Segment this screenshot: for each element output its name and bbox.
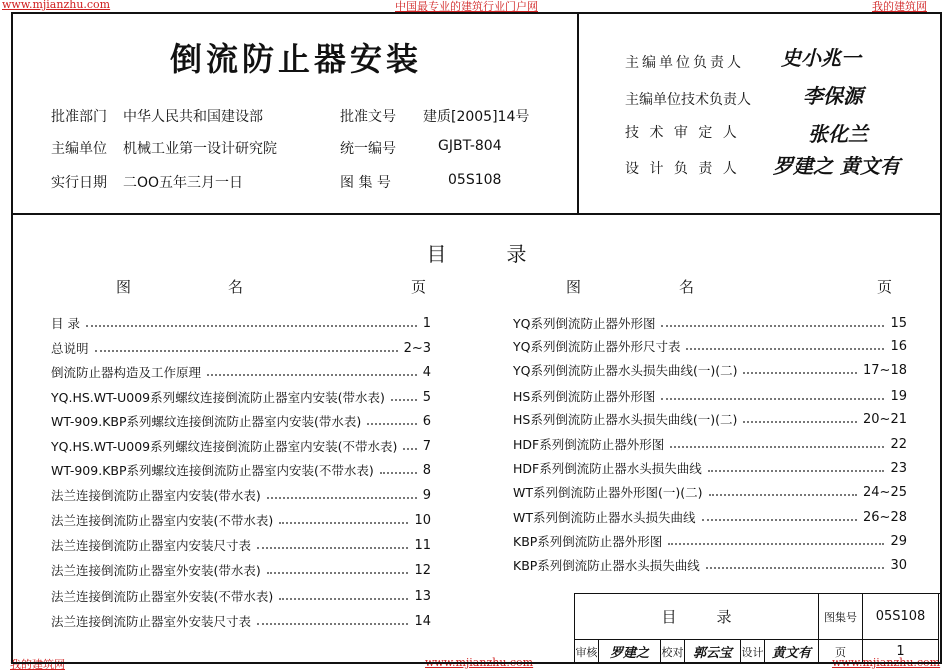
title-block-check-label: 校对 (661, 640, 685, 664)
toc-title: 目录 (426, 242, 587, 266)
leader-dots (279, 516, 408, 524)
title-block-page-label: 页 (819, 640, 863, 664)
toc-entry-page: 1 (422, 315, 431, 331)
toc-entry-label: WT-909.KBP系列螺纹连接倒流防止器室内安装(带水表) (51, 414, 362, 429)
toc-entry-page: 24~25 (863, 484, 907, 500)
toc-entry-label: HS系列倒流防止器水头损失曲线(一)(二) (513, 412, 738, 427)
leader-dots (668, 537, 884, 545)
toc-entry-label: 目 录 (51, 316, 80, 331)
toc-entry[interactable] (51, 436, 431, 456)
toc-entry-page: 23 (890, 460, 907, 476)
left-col-header-ye: 页 (411, 278, 427, 296)
meta-value-approval-dept: 中华人民共和国建设部 (123, 109, 263, 125)
leader-dots (743, 415, 857, 423)
right-col-header-ye: 页 (877, 278, 893, 296)
left-col-header-ming: 名 (228, 278, 244, 296)
title-block-atlas-no: 05S108 (863, 594, 939, 640)
toc-entry-page: 10 (414, 512, 431, 528)
role-chief-unit-head: 主编单位负责人 (625, 55, 744, 71)
title-block-design-label: 设计 (741, 640, 765, 664)
leader-dots (95, 344, 398, 352)
toc-entry-label: YQ系列倒流防止器外形图 (513, 316, 656, 331)
toc-entry-label: YQ系列倒流防止器水头损失曲线(一)(二) (513, 363, 738, 378)
toc-entry-label: 法兰连接倒流防止器室内安装(带水表) (51, 488, 261, 503)
toc-entry-page: 16 (890, 338, 907, 354)
leader-dots (267, 566, 409, 574)
toc-entry[interactable] (51, 586, 431, 606)
toc-entry[interactable] (51, 560, 431, 580)
title-block-review-signature: 罗建之 (599, 640, 661, 664)
toc-entry-label: 法兰连接倒流防止器室外安装(不带水表) (51, 589, 274, 604)
toc-entry-page: 22 (890, 436, 907, 452)
watermark-bottom-right[interactable]: www.mjianzhu.com (832, 656, 941, 669)
toc-entry-page: 2~3 (403, 340, 431, 356)
toc-entry[interactable] (51, 460, 431, 480)
meta-value-unified-no: GJBT-804 (438, 138, 502, 154)
watermark-top-center[interactable]: 中国最专业的建筑行业门户网 (395, 0, 538, 13)
toc-entry-label: 总说明 (51, 341, 89, 356)
toc-entry-page: 7 (422, 438, 431, 454)
toc-entry-label: YQ.HS.WT-U009系列螺纹连接倒流防止器室内安装(不带水表) (51, 439, 398, 454)
meta-label-effective-date: 实行日期 (51, 175, 107, 191)
toc-entry-page: 20~21 (863, 411, 907, 427)
toc-entry[interactable] (51, 510, 431, 530)
toc-entry-page: 13 (414, 588, 431, 604)
cover-header (13, 14, 940, 215)
toc-entry-label: 倒流防止器构造及工作原理 (51, 365, 202, 380)
toc-entry-page: 6 (422, 413, 431, 429)
leader-dots (207, 368, 417, 376)
meta-value-approval-no: 建质[2005]14号 (423, 109, 530, 125)
toc-entry[interactable] (513, 360, 907, 380)
toc-entry[interactable] (513, 555, 907, 575)
toc-entry[interactable] (51, 611, 431, 631)
toc-entry-page: 17~18 (863, 362, 907, 378)
leader-dots (403, 442, 416, 450)
leader-dots (702, 513, 858, 521)
header-info-panel (13, 14, 579, 213)
toc-entry-page: 5 (422, 389, 431, 405)
meta-value-chief-unit: 机械工业第一设计研究院 (123, 141, 277, 157)
signature-technical-head: 李保源 (803, 84, 863, 108)
toc-entry-label: HS系列倒流防止器外形图 (513, 389, 656, 404)
title-block-check-signature: 郭云宝 (685, 640, 741, 664)
meta-value-effective-date: 二OO五年三月一日 (123, 175, 244, 191)
leader-dots (670, 440, 884, 448)
toc-entry-label: 法兰连接倒流防止器室内安装(不带水表) (51, 513, 274, 528)
toc-entry-page: 4 (422, 364, 431, 380)
signature-chief-unit-head: 史小兆一 (781, 46, 861, 70)
toc-entry-page: 15 (890, 315, 907, 331)
right-col-header-tu: 图 (566, 278, 582, 296)
toc-entry-label: HDF系列倒流防止器外形图 (513, 437, 665, 452)
meta-label-chief-unit: 主编单位 (51, 141, 107, 157)
toc-entry-label: WT系列倒流防止器水头损失曲线 (513, 510, 696, 525)
leader-dots (267, 491, 417, 499)
title-block-page-no: 1 (863, 640, 939, 664)
toc-entry-label: KBP系列倒流防止器水头损失曲线 (513, 558, 700, 573)
toc-entry[interactable] (51, 485, 431, 505)
toc-entry-label: WT系列倒流防止器外形图(一)(二) (513, 485, 703, 500)
toc-entry[interactable] (513, 434, 907, 454)
leader-dots (279, 592, 408, 600)
right-col-header-ming: 名 (679, 278, 695, 296)
leader-dots (391, 393, 417, 401)
toc-entry-page: 26~28 (863, 509, 907, 525)
meta-label-approval-no: 批准文号 (340, 109, 396, 125)
toc-entry[interactable] (513, 386, 907, 406)
toc-entry-label: 法兰连接倒流防止器室外安装尺寸表 (51, 614, 252, 629)
toc-entry-label: KBP系列倒流防止器外形图 (513, 534, 663, 549)
toc-entry-label: 法兰连接倒流防止器室外安装(带水表) (51, 563, 261, 578)
toc-entry-page: 29 (890, 533, 907, 549)
atlas-title: 倒流防止器安装 (169, 40, 422, 78)
meta-label-approval-dept: 批准部门 (51, 109, 107, 125)
leader-dots (86, 319, 417, 327)
leader-dots (706, 561, 885, 569)
toc-entry[interactable] (51, 338, 431, 358)
toc-entry[interactable] (513, 336, 907, 356)
title-block-review-label: 审核 (575, 640, 599, 664)
toc-entry[interactable] (51, 313, 431, 333)
signature-technical-reviewer: 张化兰 (808, 122, 868, 146)
toc-entry[interactable] (513, 409, 907, 429)
toc-entry-label: YQ系列倒流防止器外形尺寸表 (513, 339, 681, 354)
toc-entry-label: WT-909.KBP系列螺纹连接倒流防止器室内安装(不带水表) (51, 463, 374, 478)
toc-entry[interactable] (51, 362, 431, 382)
title-block-atlas-label: 图集号 (819, 594, 863, 640)
toc-entry-label: YQ.HS.WT-U009系列螺纹连接倒流防止器室内安装(带水表) (51, 390, 385, 405)
toc-entry[interactable] (51, 387, 431, 407)
leader-dots (708, 464, 885, 472)
role-design-head: 设 计 负 责 人 (625, 161, 740, 177)
meta-label-atlas-no: 图 集 号 (340, 175, 391, 191)
meta-label-unified-no: 统一编号 (340, 141, 396, 157)
toc-entry-page: 14 (414, 613, 431, 629)
leader-dots (367, 417, 416, 425)
watermark-top-right[interactable]: 我的建筑网 (872, 0, 927, 13)
leader-dots (257, 541, 408, 549)
title-block-name: 目录 (575, 594, 819, 640)
toc-entry-page: 11 (414, 537, 431, 553)
toc-entry-page: 19 (890, 388, 907, 404)
toc-entry[interactable] (513, 482, 907, 502)
toc-entry-label: 法兰连接倒流防止器室内安装尺寸表 (51, 538, 252, 553)
toc-entry-page: 9 (422, 487, 431, 503)
leader-dots (661, 319, 884, 327)
signature-design-head: 罗建之 黄文有 (773, 154, 900, 178)
leader-dots (661, 392, 884, 400)
toc-entry[interactable] (513, 531, 907, 551)
leader-dots (380, 466, 417, 474)
toc-entry-label: HDF系列倒流防止器水头损失曲线 (513, 461, 702, 476)
toc-entry[interactable] (51, 535, 431, 555)
drawing-sheet (11, 12, 942, 664)
watermark-bottom-center[interactable]: www.mjianzhu.com (425, 656, 534, 669)
meta-value-atlas-no: 05S108 (448, 172, 502, 188)
toc-entry-page: 12 (414, 562, 431, 578)
leader-dots (743, 366, 857, 374)
toc-entry-page: 8 (422, 462, 431, 478)
watermark-bottom-left[interactable]: 我的建筑网 (10, 658, 65, 671)
role-technical-head: 主编单位技术负责人 (625, 92, 751, 108)
toc-entry[interactable] (513, 458, 907, 478)
title-block (574, 593, 940, 664)
role-technical-reviewer: 技 术 审 定 人 (625, 125, 740, 141)
watermark-top-left[interactable]: www.mjianzhu.com (2, 0, 111, 11)
toc-entry-page: 30 (890, 557, 907, 573)
leader-dots (686, 342, 884, 350)
toc-entry[interactable] (513, 507, 907, 527)
toc-entry[interactable] (51, 411, 431, 431)
leader-dots (257, 617, 408, 625)
left-col-header-tu: 图 (116, 278, 132, 296)
toc-entry[interactable] (513, 313, 907, 333)
title-block-design-signature: 黄文有 (765, 640, 819, 664)
leader-dots (709, 488, 858, 496)
